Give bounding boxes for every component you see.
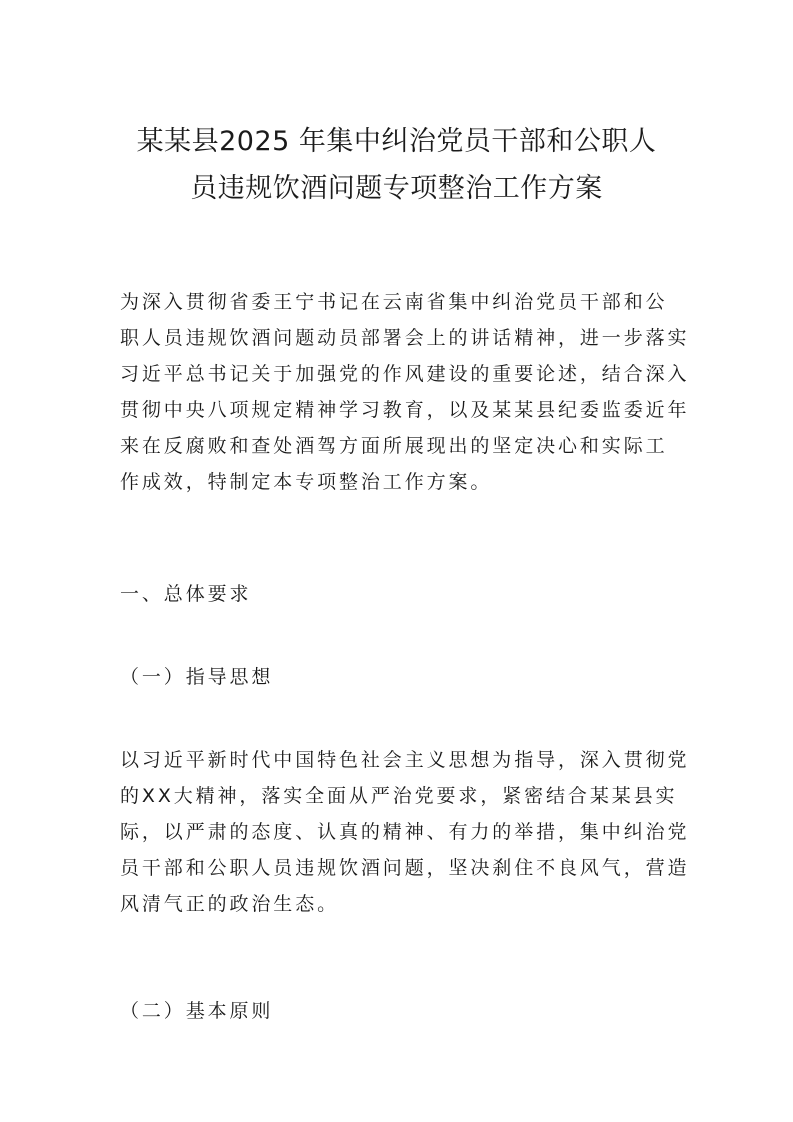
text-line: 际，以严肃的态度、认真的精神、有力的举措，集中纠治党 [120, 821, 690, 843]
text-line: 贯彻中央八项规定精神学习教育，以及某某县纪委监委近年 [120, 399, 690, 421]
subsection-heading-guiding-ideology: （一）指导思想 [120, 666, 274, 688]
text-line: 以习近平新时代中国特色社会主义思想为指导，深入贯彻党 [120, 749, 690, 771]
text-line: 作成效，特制定本专项整治工作方案。 [120, 471, 493, 493]
subsection-heading-basic-principles: （二）基本原则 [120, 1000, 274, 1022]
text-line: 职人员违规饮酒问题动员部署会上的讲话精神，进一步落实 [120, 327, 690, 349]
section-heading-general-requirements: 一、总体要求 [120, 583, 252, 605]
text-line: 员干部和公职人员违规饮酒问题，坚决刹住不良风气，营造 [120, 857, 690, 879]
document-title [100, 118, 693, 212]
intro-paragraph [120, 284, 690, 500]
guiding-ideology-paragraph [120, 742, 690, 922]
text-line: 习近平总书记关于加强党的作风建设的重要论述，结合深入 [120, 363, 690, 385]
text-line: 风清气正的政治生态。 [120, 893, 340, 915]
title-line: 员违规饮酒问题专项整治工作方案 [190, 173, 603, 204]
text-line: 为深入贯彻省委王宁书记在云南省集中纠治党员干部和公 [120, 291, 668, 313]
text-line: 来在反腐败和查处酒驾方面所展现出的坚定决心和实际工 [120, 435, 668, 457]
title-line: 某某县2025 年集中纠治党员干部和公职人 [136, 126, 657, 157]
text-line: 的XX大精神，落实全面从严治党要求，紧密结合某某县实 [120, 785, 678, 807]
